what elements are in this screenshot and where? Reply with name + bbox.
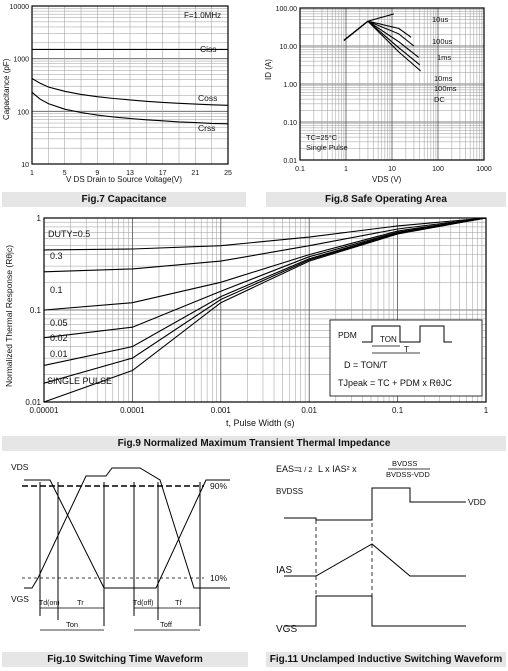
fig8-ytick-label: 10.00 <box>279 44 297 51</box>
fig10-td-off: Td(off) <box>133 600 154 607</box>
fig8-series-1ms <box>344 21 414 46</box>
fig7-xtick-label: 5 <box>62 170 67 177</box>
fig7-xtick-label: 13 <box>126 170 134 177</box>
fig8-xtick-label: 1 <box>344 166 348 173</box>
fig8-ylabel: ID (A) <box>264 59 273 80</box>
fig8-label-dc: DC <box>434 95 445 104</box>
fig7-caption: Fig.7 Capacitance <box>2 192 246 207</box>
fig10-panel <box>0 458 250 650</box>
fig9-inset-tj-eq: TJpeak = TC + PDM x RθJC <box>338 378 452 388</box>
fig8-xtick-label: 10 <box>388 166 396 173</box>
fig10-vds-waveform <box>24 480 230 588</box>
fig7-ytick-label: 10 <box>21 162 29 169</box>
fig8-xtick-label: 0.1 <box>295 166 305 173</box>
fig10-ton: Ton <box>66 620 79 629</box>
fig9-ytick-label: 0.1 <box>29 306 41 315</box>
fig7-panel <box>0 0 248 190</box>
fig11-vgs-waveform <box>284 596 466 626</box>
fig10-vgs-label: VGS <box>11 594 29 604</box>
fig9-chart <box>0 212 508 434</box>
fig9-ytick-label: 1 <box>36 214 41 223</box>
fig9-inset-ton: TON <box>380 335 397 344</box>
fig8-label-100ms: 100ms <box>434 84 457 93</box>
fig9-xlabel: t, Pulse Width (s) <box>226 418 295 428</box>
fig10-chart <box>0 458 250 650</box>
fig8-chart <box>262 0 508 190</box>
fig10-tr: Tr <box>77 598 84 607</box>
fig7-label-ciss: Ciss <box>200 44 217 54</box>
fig9-ylabel: Normalized Thermal Response (Rθjc) <box>4 244 14 387</box>
fig9-xtick-label: 0.0001 <box>120 406 145 415</box>
fig11-vdd-label: VDD <box>468 497 486 507</box>
fig9-inset-duty-eq: D = TON/T <box>344 360 388 370</box>
fig10-tf: Tf <box>175 598 182 607</box>
fig9-xtick-label: 1 <box>483 406 489 415</box>
fig11-eas-frac: 1 / 2 <box>298 465 313 474</box>
fig8-panel <box>262 0 508 190</box>
fig11-vds-waveform <box>284 488 466 520</box>
fig7-xtick-label: 17 <box>158 170 167 177</box>
fig7-label-coss: Coss <box>198 93 218 103</box>
fig8-label-1ms: 1ms <box>437 53 452 62</box>
fig9-duty-01: 0.1 <box>50 285 63 295</box>
fig9-inset-t: T <box>404 345 409 354</box>
fig9-panel <box>0 212 508 434</box>
fig10-caption: Fig.10 Switching Time Waveform <box>2 652 248 667</box>
fig9-duty-001: 0.01 <box>50 349 68 359</box>
fig7-chart <box>0 0 248 190</box>
fig8-ytick-label: 100.00 <box>275 6 297 13</box>
fig9-series-0-3 <box>44 218 486 272</box>
fig8-ytick-label: 0.10 <box>283 120 297 127</box>
fig9-duty-05: DUTY=0.5 <box>48 229 91 239</box>
fig11-bvdss-label: BVDSS <box>276 487 304 496</box>
fig8-xtick-label: 100 <box>432 166 444 173</box>
fig9-ytick-label: 0.01 <box>25 398 41 407</box>
fig9-xtick-label: 0.00001 <box>29 406 59 415</box>
fig8-label-100us: 100us <box>432 37 453 46</box>
fig11-eas-lhs: EAS= <box>276 464 300 474</box>
fig7-ytick-label: 100 <box>17 109 29 117</box>
fig8-xlabel: VDS (V) <box>372 175 402 184</box>
fig9-duty-03: 0.3 <box>50 251 63 261</box>
fig9-xtick-label: 0.1 <box>392 406 404 415</box>
fig10-vds-label: VDS <box>11 462 29 472</box>
fig11-chart <box>262 458 508 650</box>
fig11-panel <box>262 458 508 650</box>
fig7-xlabel: V DS Drain to Source Voltage(V) <box>66 175 183 184</box>
fig7-xtick-label: 21 <box>191 170 200 177</box>
fig10-10pct-label: 10% <box>210 573 228 583</box>
fig7-xtick-label: 9 <box>95 170 100 177</box>
fig7-xtick-label: 25 <box>224 170 232 177</box>
fig9-xtick-label: 0.001 <box>210 406 231 415</box>
fig7-ylabel: Capacitance (pF) <box>2 58 11 120</box>
fig7-ytick-label: 10000 <box>9 4 29 11</box>
fig11-ias-waveform <box>284 544 466 576</box>
fig11-vgs-label: VGS <box>276 624 298 635</box>
fig7-freq-label: F=1.0MHz <box>184 11 222 20</box>
fig9-single-pulse: SINGLE PULSE <box>47 376 113 386</box>
fig8-label-10ms: 10ms <box>434 74 453 83</box>
fig8-caption: Fig.8 Safe Operating Area <box>266 192 506 207</box>
fig9-series-duty-0-5 <box>44 218 486 250</box>
fig9-inset-pdm: PDM <box>338 330 357 340</box>
fig8-ytick-label: 1.00 <box>283 82 297 89</box>
fig9-duty-002: 0.02 <box>50 333 68 343</box>
fig9-series-0-1 <box>44 218 486 310</box>
fig10-toff: Toff <box>160 620 172 629</box>
fig11-eas-mid: L x IAS² x <box>318 464 357 474</box>
fig11-ias-label: IAS <box>276 565 293 576</box>
fig8-label-10us: 10us <box>432 15 449 24</box>
fig10-td-on: Td(on) <box>39 600 60 607</box>
fig10-90pct-label: 90% <box>210 481 228 491</box>
fig8-xtick-label: 1000 <box>476 166 492 173</box>
fig7-ytick-label: 1000 <box>13 56 29 64</box>
fig8-note-single: Single Pulse <box>306 143 348 152</box>
fig11-eas-num: BVDSS <box>392 459 418 468</box>
fig9-duty-005: 0.05 <box>50 318 68 328</box>
fig8-ytick-label: 0.01 <box>283 158 297 165</box>
fig9-inset <box>330 320 482 396</box>
fig9-caption: Fig.9 Normalized Maximum Transient Thermal Impedance <box>2 436 506 451</box>
fig7-label-crss: Crss <box>198 123 216 133</box>
fig11-eas-den: BVDSS-VDD <box>386 470 430 479</box>
fig11-caption: Fig.11 Unclamped Inductive Switching Waveform <box>266 652 506 667</box>
fig8-note-tc: TC=25°C <box>306 133 338 142</box>
fig7-xtick-label: 1 <box>30 170 34 177</box>
fig9-xtick-label: 0.01 <box>301 406 317 415</box>
